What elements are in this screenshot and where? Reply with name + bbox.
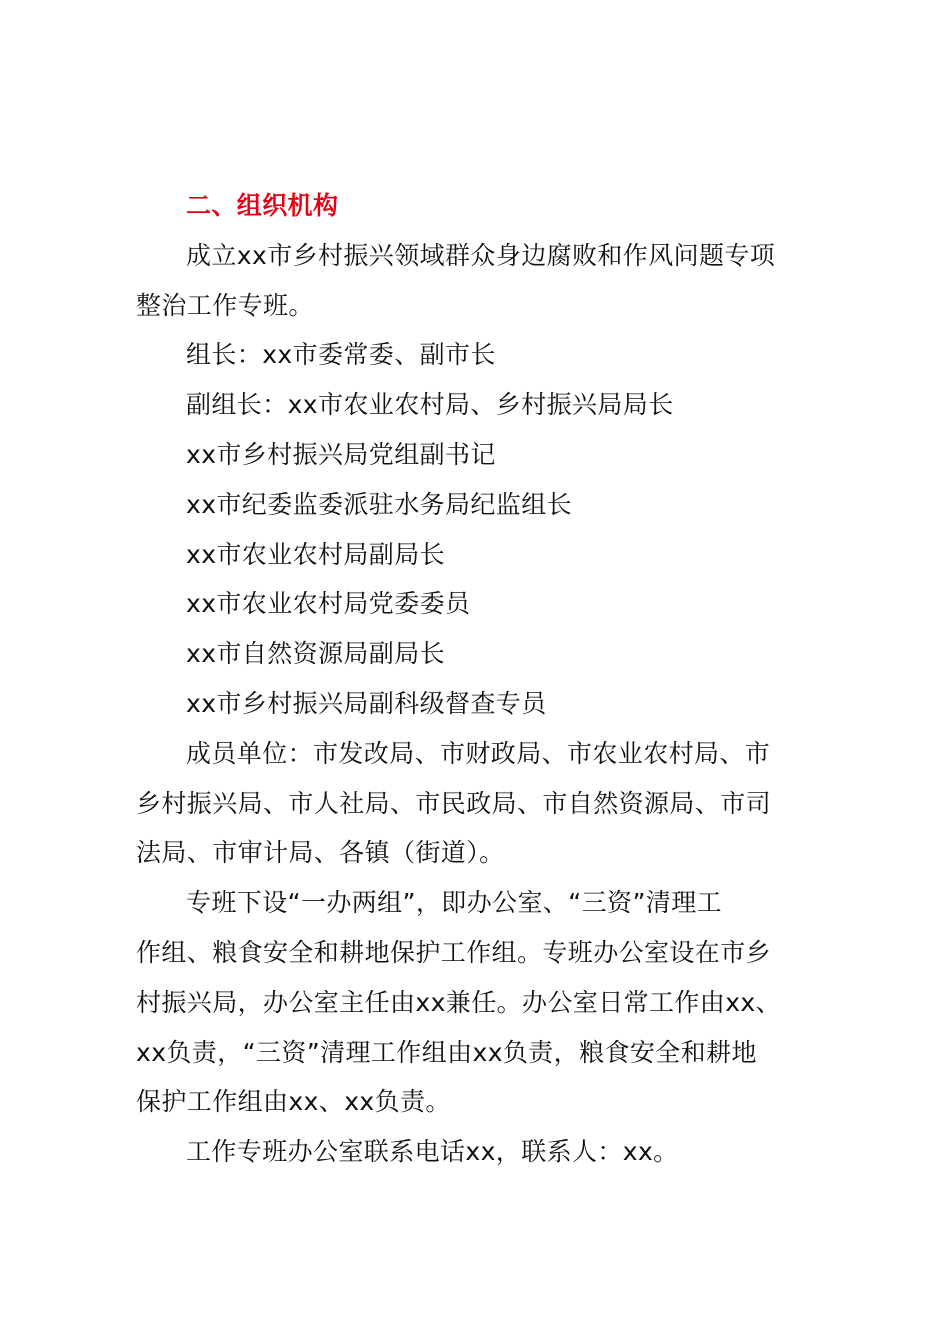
paragraph-line: 成立xx市乡村振兴领域群众身边腐败和作风问题专项 <box>186 240 776 270</box>
paragraph-line: 副组长：xx市农业农村局、乡村振兴局局长 <box>186 390 674 420</box>
document-body <box>136 181 842 1177</box>
paragraph-line: 整治工作专班。 <box>136 290 314 320</box>
paragraph-line: xx市纪委监委派驻水务局纪监组长 <box>186 489 572 519</box>
section-heading: 二、组织机构 <box>186 191 339 220</box>
paragraph-line: xx市乡村振兴局副科级督查专员 <box>186 688 547 718</box>
paragraph-line: xx负责，“三资”清理工作组由xx负责，粮食安全和耕地 <box>136 1037 757 1067</box>
paragraph-line: xx市农业农村局副局长 <box>186 539 445 569</box>
paragraph-line: 作组、粮食安全和耕地保护工作组。专班办公室设在市乡 <box>136 937 772 967</box>
paragraph-line: 工作专班办公室联系电话xx，联系人：xx。 <box>186 1137 679 1167</box>
paragraph-line: xx市农业农村局党委委员 <box>186 589 471 619</box>
paragraph-line: 成员单位：市发改局、市财政局、市农业农村局、市 <box>186 738 771 768</box>
paragraph-line: xx市乡村振兴局党组副书记 <box>186 439 496 469</box>
paragraph-line: xx市自然资源局副局长 <box>186 639 445 669</box>
paragraph-line: 法局、市审计局、各镇（街道）。 <box>136 838 505 868</box>
paragraph-line: 保护工作组由xx、xx负责。 <box>136 1087 451 1117</box>
paragraph-line: 组长：xx市委常委、副市长 <box>186 340 496 370</box>
paragraph-line: 专班下设“一办两组”，即办公室、“三资”清理工 <box>186 888 723 918</box>
paragraph-line: 村振兴局，办公室主任由xx兼任。办公室日常工作由xx、 <box>136 987 781 1017</box>
paragraph-line: 乡村振兴局、市人社局、市民政局、市自然资源局、市司 <box>136 788 772 818</box>
